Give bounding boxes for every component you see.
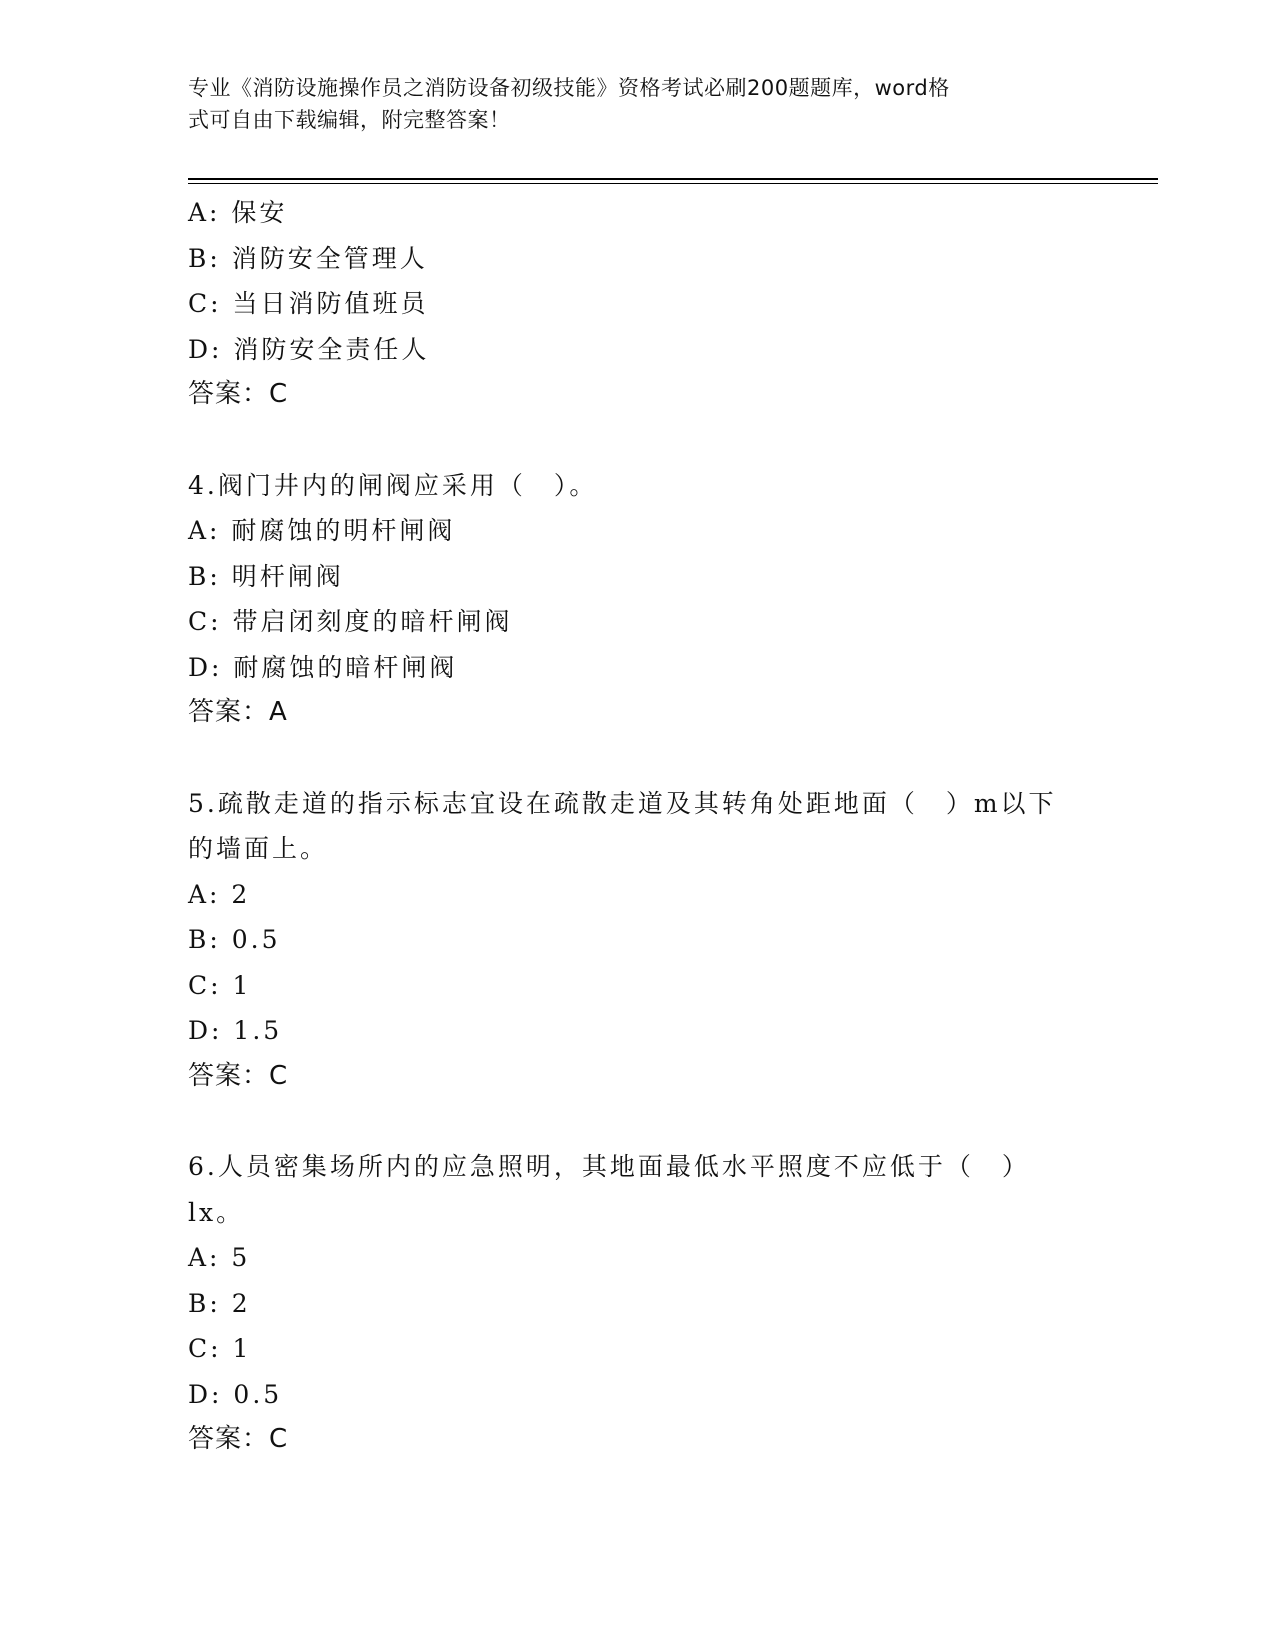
- option-b: B: 明杆闸阀: [188, 561, 344, 591]
- question-text-continued: lx。: [188, 1197, 245, 1227]
- answer-line: 答案：C: [188, 379, 289, 409]
- question-5: [188, 781, 1088, 1100]
- option-b: B: 0.5: [188, 925, 281, 954]
- answer-line: 答案：C: [188, 1060, 289, 1091]
- option-a: A: 2: [188, 879, 251, 909]
- question-continued: [188, 190, 1088, 418]
- option-a: A: 保安: [188, 198, 288, 227]
- question-text: 4.阀门井内的闸阀应采用（ ）。: [188, 470, 598, 500]
- option-d: D: 消防安全责任人: [188, 334, 430, 364]
- question-list: [188, 190, 1088, 1463]
- answer-line: 答案：C: [188, 1424, 289, 1454]
- option-d: D: 耐腐蚀的暗杆闸阀: [188, 652, 458, 682]
- option-b: B: 消防安全管理人: [188, 243, 428, 273]
- option-c: C: 1: [188, 970, 252, 1000]
- header-line-1: 专业《消防设施操作员之消防设备初级技能》资格考试必刷200题题库，word格: [188, 76, 950, 100]
- document-header: [188, 72, 1068, 136]
- question-text: 5.疏散走道的指示标志宜设在疏散走道及其转角处距地面（ ）m以下: [188, 788, 1057, 818]
- option-a: A: 耐腐蚀的明杆闸阀: [188, 516, 456, 545]
- option-a: A: 5: [188, 1243, 251, 1272]
- option-c: C: 1: [188, 1334, 252, 1363]
- question-text: 6.人员密集场所内的应急照明，其地面最低水平照度不应低于（ ）: [188, 1152, 1030, 1181]
- question-6: [188, 1144, 1088, 1463]
- header-divider: [188, 178, 1158, 180]
- option-d: D: 0.5: [188, 1379, 283, 1409]
- header-divider-thin: [188, 183, 1158, 184]
- question-text-continued: 的墙面上。: [188, 834, 329, 863]
- option-c: C: 带启闭刻度的暗杆闸阀: [188, 607, 513, 636]
- option-b: B: 2: [188, 1288, 251, 1318]
- answer-line: 答案：A: [188, 697, 288, 727]
- question-4: [188, 463, 1088, 736]
- option-d: D: 1.5: [188, 1016, 283, 1045]
- header-line-2: 式可自由下载编辑，附完整答案！: [188, 108, 511, 132]
- option-c: C: 当日消防值班员: [188, 289, 429, 318]
